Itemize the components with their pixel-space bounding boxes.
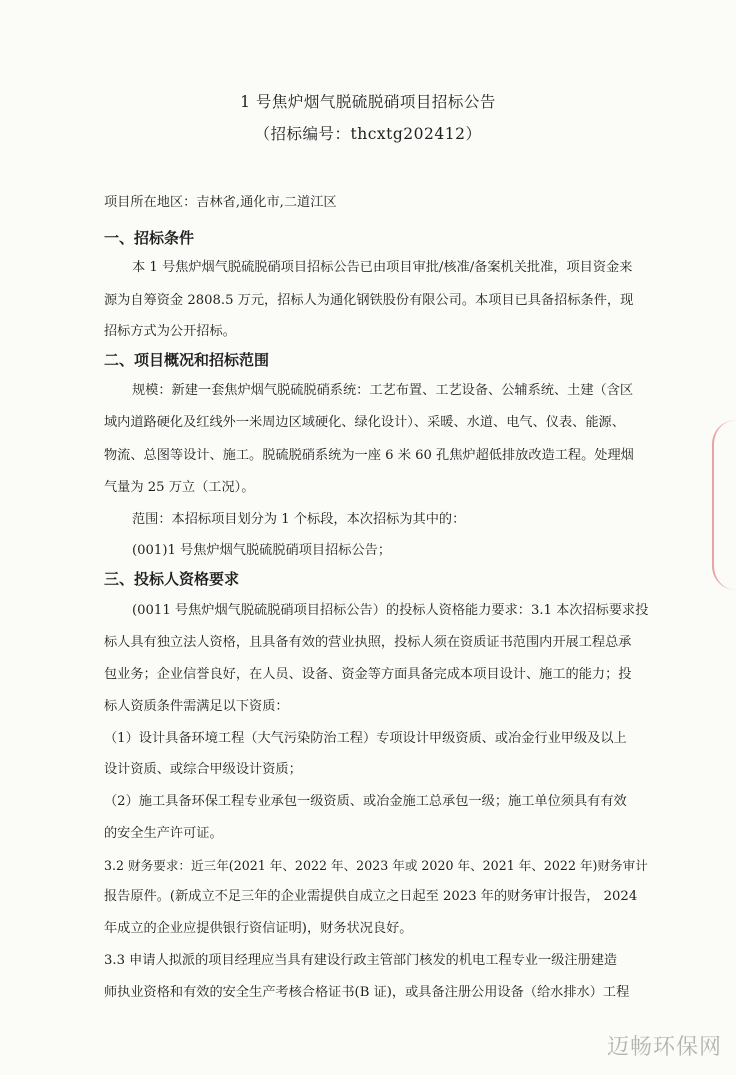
- paragraph-line: （1）设计具备环境工程（大气污染防治工程）专项设计甲级资质、或冶金行业甲级及以上: [104, 731, 627, 746]
- paragraph-line: 范围：本招标项目划分为 1 个标段，本次招标为其中的：: [132, 512, 466, 527]
- paragraph-line: 物流、总图等设计、施工。脱硫脱硝系统为一座 6 米 60 孔焦炉超低排放改造工程。处理烟: [104, 448, 634, 463]
- red-seal-edge: [712, 420, 736, 590]
- paragraph-line: (001)1 号焦炉烟气脱硫脱硝项目招标公告；: [132, 543, 392, 558]
- paragraph-line: 师执业资格和有效的安全生产考核合格证书(B 证)，或具备注册公用设备（给水排水）工程: [104, 985, 630, 1000]
- paragraph-line: 标人资质条件需满足以下资质：: [104, 699, 289, 714]
- paragraph-line: 3.2 财务要求：近三年(2021 年、2022 年、2023 年或 2020 年、2021 年、2022 年)财务审计: [104, 858, 648, 873]
- paragraph-line: 本 1 号焦炉烟气脱硫脱硝项目招标公告已由项目审批/核准/备案机关批准，项目资金来: [132, 260, 633, 275]
- paragraph-line: 设计资质、或综合甲级设计资质；: [104, 762, 302, 777]
- paragraph-line: （2）施工具备环保工程专业承包一级资质、或冶金施工总承包一级；施工单位须具有有效: [104, 794, 627, 809]
- section-1-heading: 一、招标条件: [104, 229, 195, 247]
- site-watermark: 迈畅环保网: [606, 1035, 722, 1060]
- paragraph-line: 的安全生产许可证。: [104, 826, 223, 841]
- paragraph-line: 3.3 申请人拟派的项目经理应当具有建设行政主管部门核发的机电工程专业一级注册建造: [104, 953, 618, 968]
- paragraph-line: 年成立的企业应提供银行资信证明)，财务状况良好。: [104, 921, 413, 936]
- paragraph-line: 规模：新建一套焦炉烟气脱硫脱硝系统：工艺布置、工艺设备、公辅系统、土建（含区: [132, 383, 634, 398]
- project-region: 项目所在地区：吉林省,通化市,二道江区: [104, 195, 337, 210]
- section-2-heading: 二、项目概况和招标范围: [104, 351, 270, 369]
- section-3-heading: 三、投标人资格要求: [104, 570, 240, 588]
- paragraph-line: 招标方式为公开招标。: [104, 324, 236, 339]
- paragraph-line: 报告原件。(新成立不足三年的企业需提供自成立之日起至 2023 年的财务审计报告， 2024: [104, 889, 638, 904]
- paragraph-line: 域内道路硬化及红线外一米周边区域硬化、绿化设计）、采暖、水道、电气、仪表、能源、: [104, 415, 625, 430]
- tender-code: （招标编号：thcxtg202412）: [254, 125, 482, 143]
- paragraph-line: 包业务；企业信誉良好，在人员、设备、资金等方面具备完成本项目设计、施工的能力；投: [104, 667, 632, 682]
- paragraph-line: 气量为 25 万立（工况）。: [104, 480, 255, 495]
- document-title: 1 号焦炉烟气脱硫脱硝项目招标公告: [240, 93, 496, 111]
- paragraph-line: (0011 号焦炉烟气脱硫脱硝项目招标公告）的投标人资格能力要求：3.1 本次招标要求投: [132, 603, 649, 618]
- paragraph-line: 源为自筹资金 2808.5 万元，招标人为通化钢铁股份有限公司。本项目已具备招标条件，现: [104, 293, 634, 308]
- paragraph-line: 标人具有独立法人资格，且具备有效的营业执照，投标人须在资质证书范围内开展工程总承: [104, 635, 632, 650]
